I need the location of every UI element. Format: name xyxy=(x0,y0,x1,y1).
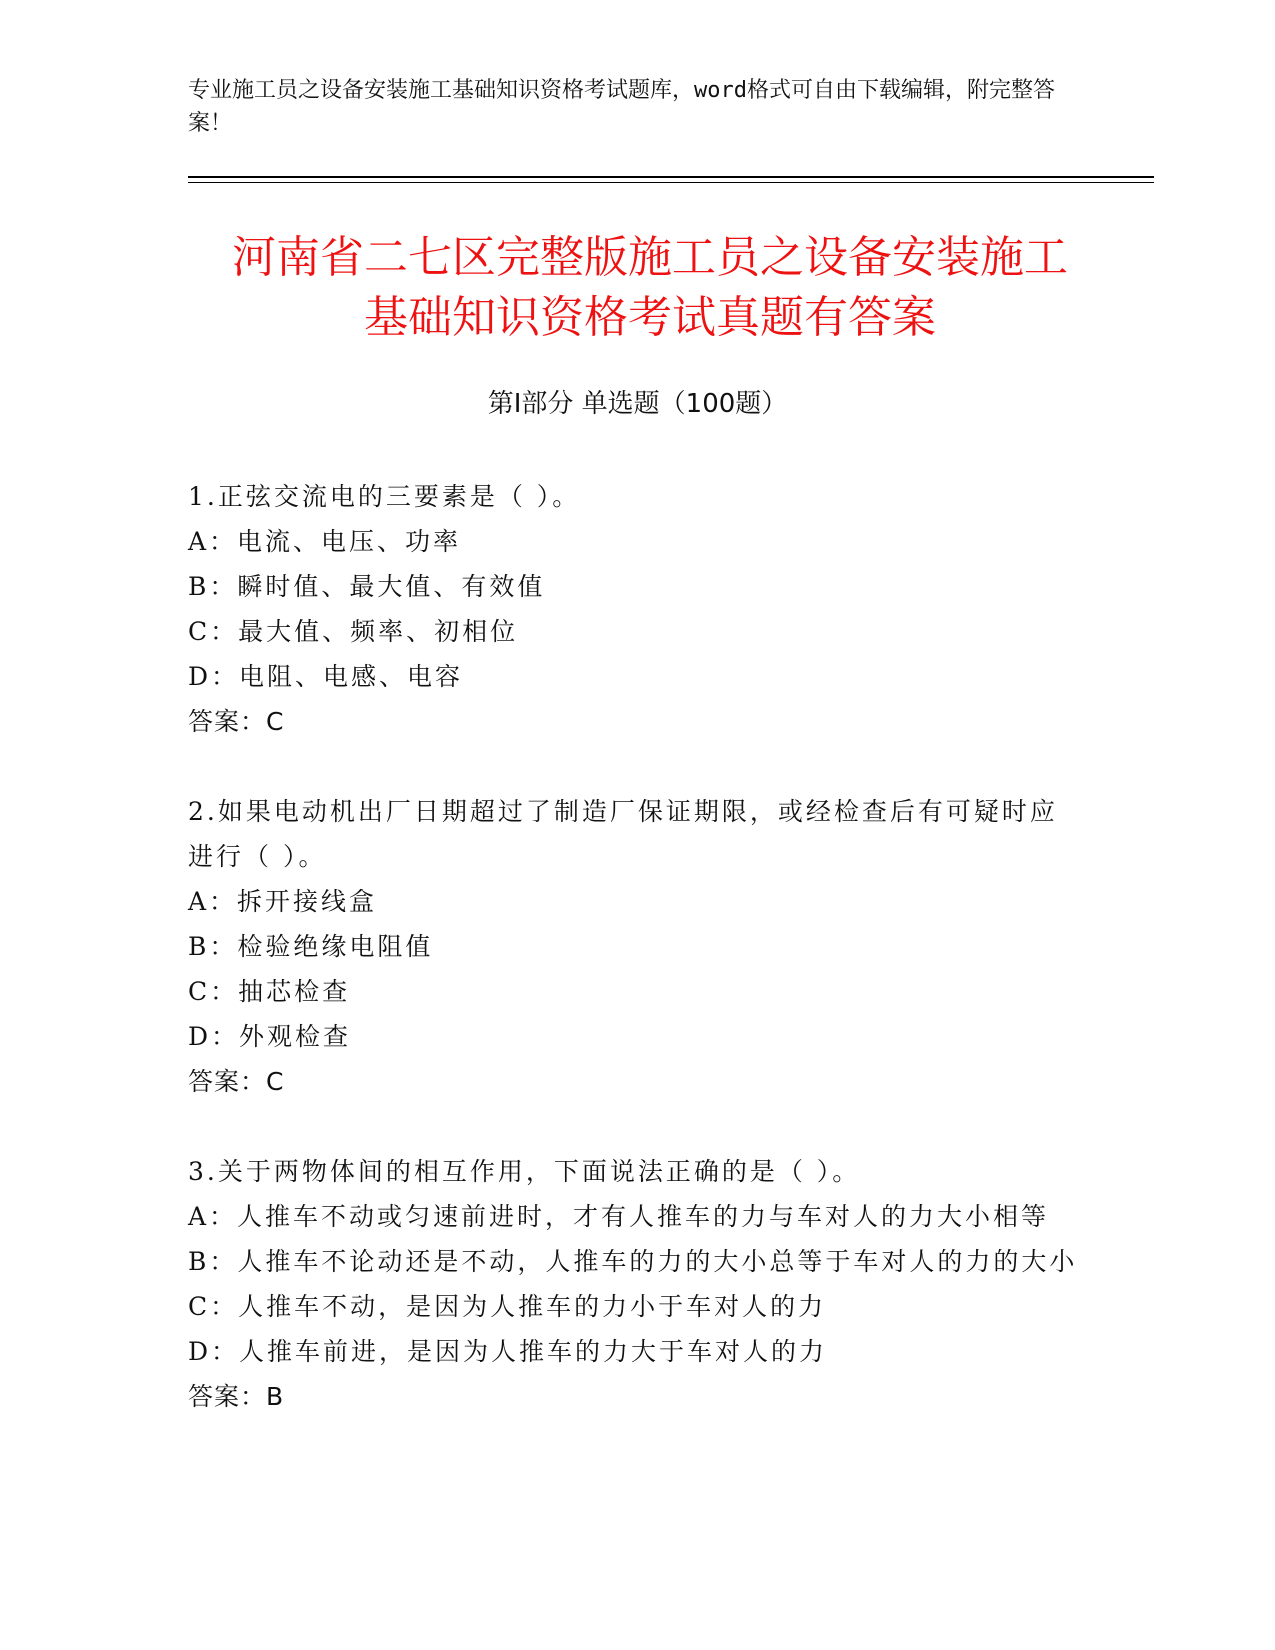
option-d: D：人推车前进，是因为人推车的力大于车对人的力 xyxy=(188,1337,828,1366)
question-2 xyxy=(188,789,1078,1104)
section-title: 第Ⅰ部分 单选题（100题） xyxy=(487,389,788,419)
document-title-line-1: 河南省二七区完整版施工员之设备安装施工 xyxy=(232,232,1068,283)
document-title-line-2: 基础知识资格考试真题有答案 xyxy=(364,292,936,343)
option-c: C：最大值、频率、初相位 xyxy=(188,617,519,646)
question-list xyxy=(188,474,1078,1464)
option-d: D：电阻、电感、电容 xyxy=(188,662,464,691)
header-rule-thick xyxy=(188,176,1154,178)
question-stem: 1.正弦交流电的三要素是（ ）。 xyxy=(188,482,581,511)
header-note: 专业施工员之设备安装施工基础知识资格考试题库，word格式可自由下载编辑，附完整答案！ xyxy=(188,78,1055,136)
option-a: A：人推车不动或匀速前进时，才有人推车的力与车对人的力大小相等 xyxy=(188,1202,1050,1231)
option-a: A：电流、电压、功率 xyxy=(188,527,462,556)
option-c: C：抽芯检查 xyxy=(188,977,351,1006)
option-d: D：外观检查 xyxy=(188,1022,352,1051)
question-1 xyxy=(188,474,1078,744)
option-b: B：人推车不论动还是不动，人推车的力的大小总等于车对人的力的大小 xyxy=(188,1247,1078,1276)
option-a: A：拆开接线盒 xyxy=(188,887,378,916)
document-title xyxy=(150,228,1150,348)
question-stem: 3.关于两物体间的相互作用，下面说法正确的是（ ）。 xyxy=(188,1157,861,1186)
option-b: B：检验绝缘电阻值 xyxy=(188,932,434,961)
option-b: B：瞬时值、最大值、有效值 xyxy=(188,572,546,601)
answer-line: 答案：C xyxy=(188,707,285,736)
question-stem: 2.如果电动机出厂日期超过了制造厂保证期限，或经检查后有可疑时应进行（ ）。 xyxy=(188,797,1058,871)
answer-line: 答案：C xyxy=(188,1067,285,1096)
question-3 xyxy=(188,1149,1078,1419)
answer-line: 答案：B xyxy=(188,1382,285,1411)
option-c: C：人推车不动，是因为人推车的力小于车对人的力 xyxy=(188,1292,827,1321)
header-rule-thin xyxy=(188,182,1154,183)
